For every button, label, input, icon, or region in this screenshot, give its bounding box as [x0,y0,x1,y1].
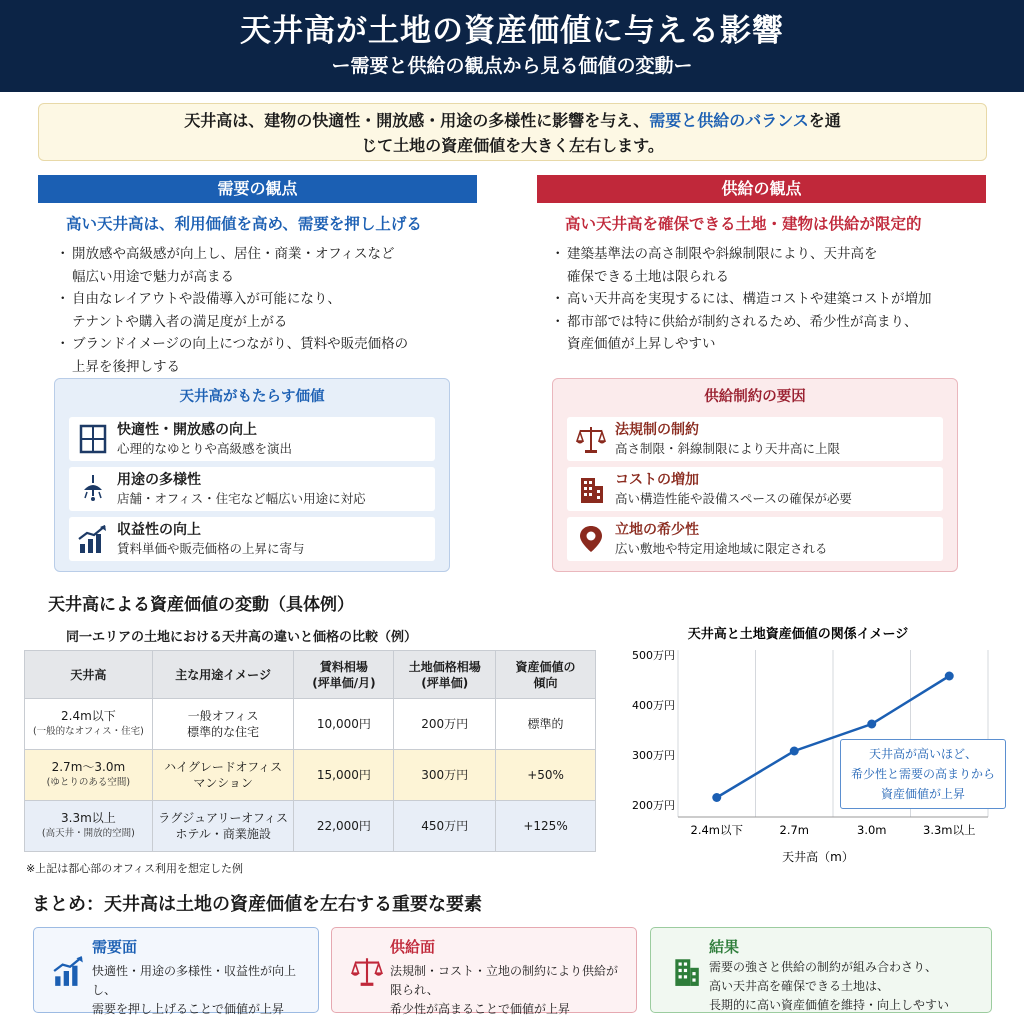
window-icon [69,417,117,461]
table-header-cell: 天井高 [25,651,153,699]
data-point [867,720,876,729]
constraint-card-cost [567,467,943,511]
value-card-comfort [69,417,435,461]
x-tick-label: 3.3m以上 [923,823,976,837]
chandelier-icon [69,467,117,511]
building-icon [567,467,615,511]
data-point [712,793,721,802]
demand-headline: 高い天井高は、利用価値を高め、需要を押し上げる [66,215,422,233]
growth-chart-icon [46,936,92,1006]
card-desc: 高い構造性能や設備スペースの確保が必要 [615,490,852,506]
y-tick-label: 500万円 [632,649,675,662]
table-header-cell: 資産価値の 傾向 [496,651,596,699]
demand-value-box [54,378,450,572]
x-axis-label: 天井高（m） [782,850,854,864]
intro-text-a: 天井高は、建物の快適性・開放感・用途の多様性に影響を与え、 [184,111,650,130]
intro-banner [38,103,987,161]
supply-box-title: 供給制約の要因 [704,389,806,405]
card-title: 収益性の向上 [117,521,201,538]
location-pin-icon [567,517,615,561]
table-row: 2.7m〜3.0m (ゆとりのある空間) ハイグレードオフィス マンション 15,000円 300万円 +50% [25,750,596,801]
demand-bullet: ・ ブランドイメージの向上につながり、賃料や販売価格の 上昇を後押しする [58,333,478,378]
summary-card-result: 結果 需要の強さと供給の制約が組み合わさり、 高い天井高を確保できる土地は、 長期的に高い資産価値を維持・向上しやすい [650,927,992,1013]
table-footnote: ※上記は都心部のオフィス利用を想定した例 [26,862,244,875]
supply-bullet: ・ 建築基準法の高さ制限や斜線制限により、天井高を 確保できる土地は限られる [553,243,993,288]
constraint-card-location [567,517,943,561]
demand-box-title: 天井高がもたらす価値 [179,389,325,405]
intro-text-line2: じて土地の資産価値を大きく左右します。 [361,136,664,155]
supply-headline: 高い天井高を確保できる土地・建物は供給が限定的 [565,215,922,233]
comparison-table [24,650,596,852]
table-row: 3.3m以上 (高天井・開放的空間) ラグジュアリーオフィス ホテル・商業施設 22,000円 450万円 +125% [25,801,596,852]
summary-card-demand: 需要面 快適性・用途の多様性・収益性が向上し、 需要を押し上げることで価値が上昇 [33,927,319,1013]
card-title: コストの増加 [615,471,699,488]
table-header-cell: 土地価格相場 (坪単価) [394,651,496,699]
demand-bullet-list [58,243,478,379]
card-title: 立地の希少性 [615,521,699,538]
x-tick-label: 2.4m以下 [690,823,743,837]
supply-bullet-list [553,243,993,356]
intro-text-b: を通 [808,111,841,130]
intro-highlight: 需要と供給のバランス [649,111,809,130]
summary-card-title: 結果 [709,938,740,956]
card-title: 用途の多様性 [117,471,201,488]
card-desc: 賃料単価や販売価格の上昇に寄与 [117,540,305,556]
card-desc: 店舗・オフィス・住宅など幅広い用途に対応 [117,490,366,506]
supply-header: 供給の観点 [537,175,986,203]
x-tick-label: 3.0m [857,823,887,837]
supply-bullet: ・ 都市部では特に供給が制約されるため、希少性が高まり、 資産価値が上昇しやすい [553,311,993,356]
building-icon [663,936,709,1006]
value-chart [618,620,1010,870]
table-header-row [25,651,596,699]
demand-header: 需要の観点 [38,175,477,203]
card-title: 法規制の制約 [615,421,699,438]
value-card-profit [69,517,435,561]
card-desc: 広い敷地や特定用途地域に限定される [615,540,828,556]
summary-title: まとめ：天井高は土地の資産価値を左右する重要な要素 [32,894,482,915]
value-card-versatility [69,467,435,511]
constraint-card-regulation [567,417,943,461]
data-point [945,672,954,681]
demand-bullet: ・ 自由なレイアウトや設備導入が可能になり、 テナントや購入者の満足度が上がる [58,288,478,333]
summary-card-supply: 供給面 法規制・コスト・立地の制約により供給が限られ、 希少性が高まることで価値が上昇 [331,927,637,1013]
growth-chart-icon [69,517,117,561]
scale-icon [567,417,615,461]
table-header-cell: 賃料相場 (坪単価/月) [294,651,394,699]
card-title: 快適性・開放感の向上 [117,421,257,438]
demand-bullet: ・ 開放感や高級感が向上し、居住・商業・オフィスなど 幅広い用途で魅力が高まる [58,243,478,288]
table-header-cell: 主な用途イメージ [152,651,294,699]
data-point [790,747,799,756]
table-row: 2.4m以下 (一般的なオフィス・住宅) 一般オフィス 標準的な住宅 10,000円 200万円 標準的 [25,699,596,750]
y-tick-label: 300万円 [632,749,675,762]
page-subtitle: ー需要と供給の観点から見る価値の変動ー [331,55,693,77]
table-title: 同一エリアの土地における天井高の違いと価格の比較（例） [66,630,418,645]
chart-annotation: 天井高が高いほど、 希少性と需要の高まりから 資産価値が上昇 [840,739,1006,809]
chart-title: 天井高と土地資産価値の関係イメージ [687,627,909,642]
example-section-title: 天井高による資産価値の変動（具体例） [48,595,354,615]
y-tick-label: 400万円 [632,699,675,712]
y-tick-label: 200万円 [632,799,675,812]
card-desc: 心理的なゆとりや高級感を演出 [117,440,293,456]
card-desc: 高さ制限・斜線制限により天井高に上限 [615,440,841,456]
supply-bullet: ・ 高い天井高を実現するには、構造コストや建築コストが増加 [553,288,993,311]
summary-card-title: 供給面 [390,938,436,956]
scale-icon [344,936,390,1006]
x-tick-label: 2.7m [779,823,809,837]
summary-card-title: 需要面 [92,938,138,956]
page-header [0,0,1024,92]
supply-constraint-box [552,378,958,572]
page-title: 天井高が土地の資産価値に与える影響 [240,13,784,49]
